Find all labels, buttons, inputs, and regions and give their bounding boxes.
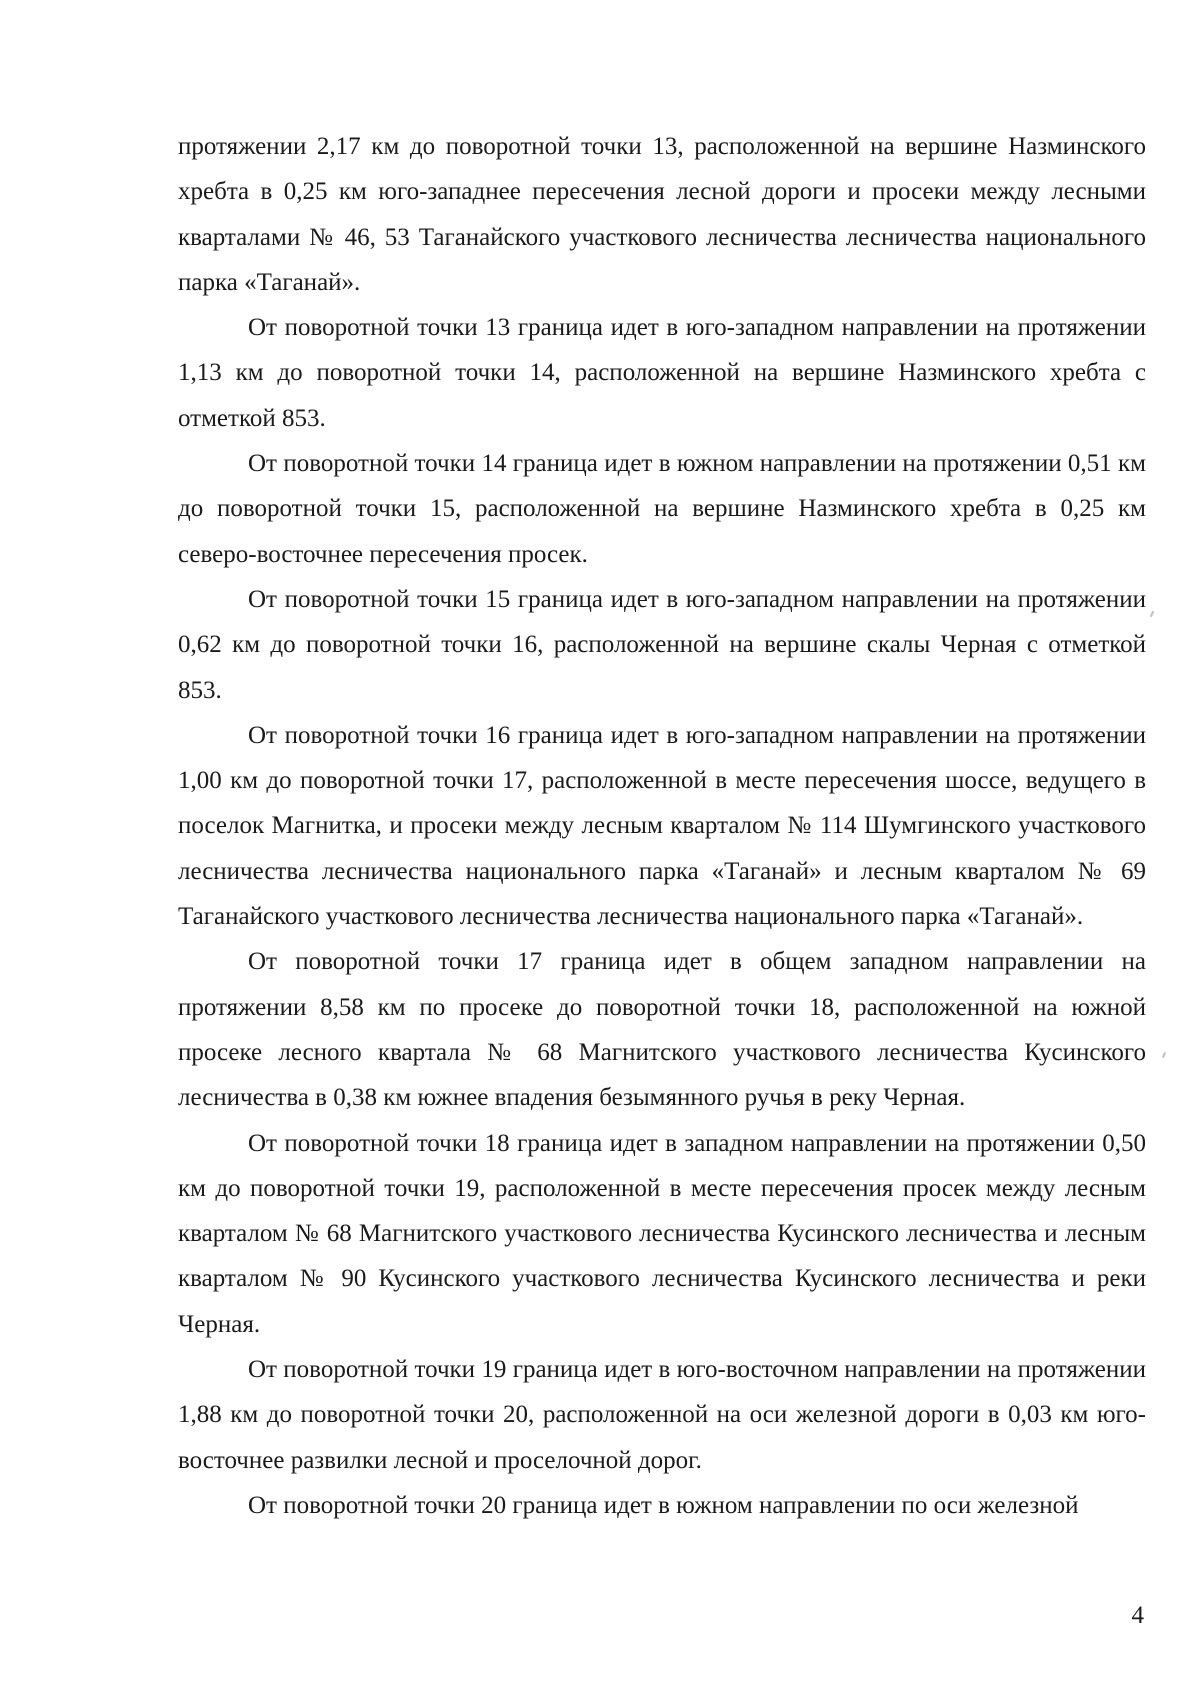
paragraph-point-13: От поворотной точки 13 граница идет в юго-западном направлении на протяжении 1,13 км до поворотной точки 14, расположенной на вершине Назминского хребта с отметкой 853. — [178, 314, 1146, 432]
document-body — [178, 124, 1146, 1528]
paragraph-point-16: От поворотной точки 16 граница идет в юго-западном направлении на протяжении 1,00 км до поворотной точки 17, расположенной в месте пересечения шоссе, ведущего в поселок Магнитка, и просеки между лесным кварталом № 114 Шумгинского участкового лесничества лесничества национального парка «Таганай» и лесным кварталом № 69 Таганайского участкового лесничества лесничества национального парка «Таганай». — [178, 721, 1146, 931]
paragraph-point-20: От поворотной точки 20 граница идет в южном направлении по оси железной — [248, 1491, 1079, 1519]
paragraph-point-18: От поворотной точки 18 граница идет в западном направлении на протяжении 0,50 км до поворотной точки 19, расположенной в месте пересечения просек между лесным кварталом № 68 Магнитского участкового лесничества Кусинского лесничества и лесным кварталом № 90 Кусинского участкового лесничества Кусинского лесничества и реки Черная. — [178, 1129, 1146, 1338]
paragraph-point-14: От поворотной точки 14 граница идет в южном направлении на протяжении 0,51 км до поворотной точки 15, расположенной на вершине Назминского хребта в 0,25 км северо-восточнее пересечения просек. — [178, 450, 1146, 568]
page-number: 4 — [1131, 1602, 1144, 1629]
paragraph-point-17: От поворотной точки 17 граница идет в общем западном направлении на протяжении 8,58 км по просеке до поворотной точки 18, расположенной на южной просеке лесного квартала № 68 Магнитского участкового лесничества Кусинского лесничества в 0,38 км южнее впадения безымянного ручья в реку Черная. — [178, 948, 1146, 1112]
paragraph-point-19: От поворотной точки 19 граница идет в юго-восточном направлении на протяжении 1,88 км до поворотной точки 20, расположенной на оси железной дороги в 0,03 км юго-восточнее развилки лесной и проселочной дорог. — [178, 1356, 1146, 1474]
paragraph-continuation: протяжении 2,17 км до поворотной точки 13, расположенной на вершине Назминского хребта в 0,25 км юго-западнее пересечения лесной дороги и просеки между лесными кварталами № 46, 53 Таганайского участкового лесничества лесничества национального парка «Таганай». — [178, 133, 1146, 296]
scan-speck — [1150, 611, 1154, 617]
paragraph-point-15: От поворотной точки 15 граница идет в юго-западном направлении на протяжении 0,62 км до поворотной точки 16, расположенной на вершине скалы Черная с отметкой 853. — [178, 585, 1146, 704]
scan-speck — [1162, 1052, 1166, 1058]
